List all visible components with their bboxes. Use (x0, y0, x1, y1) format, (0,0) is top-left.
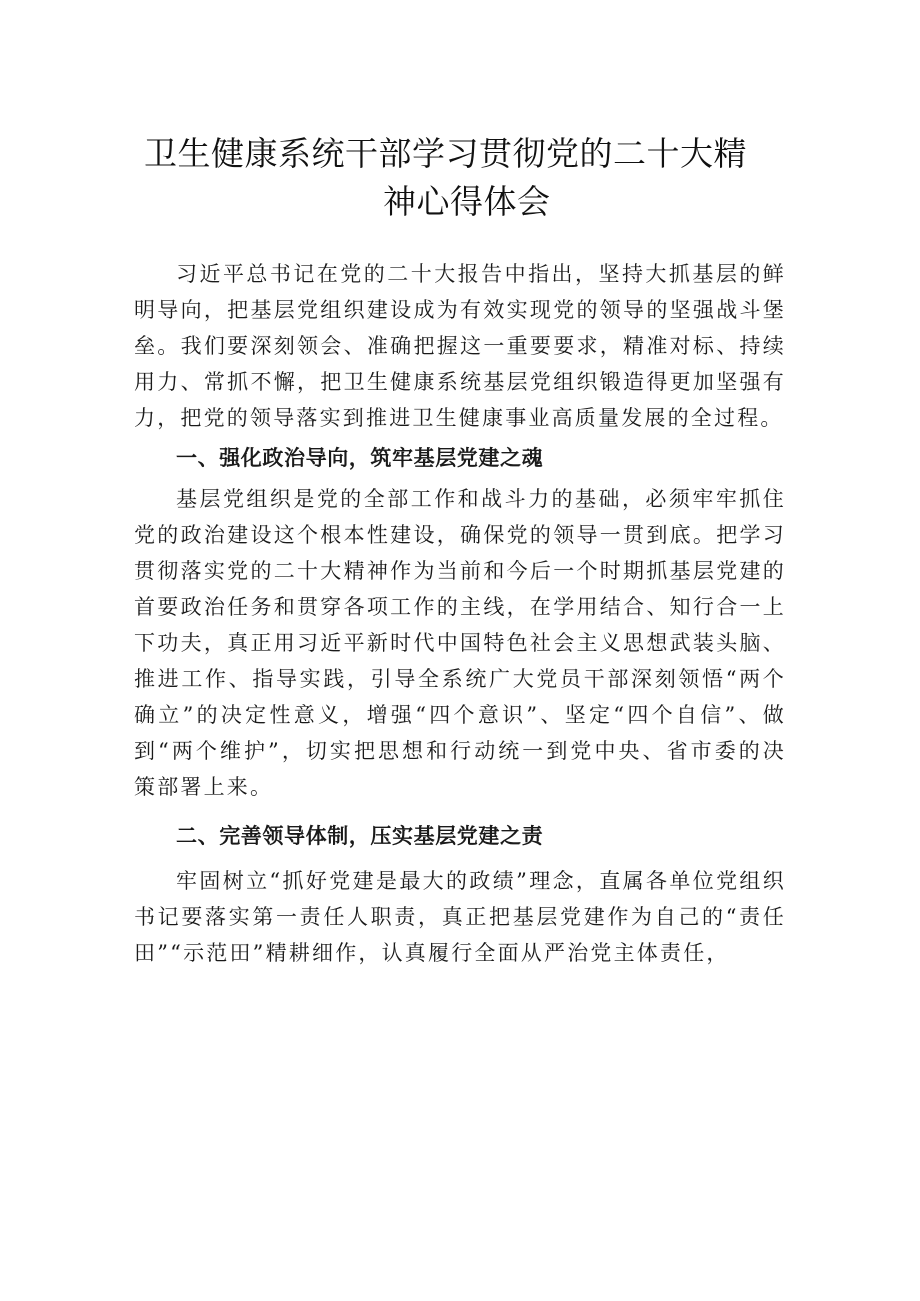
intro-paragraph: 习近平总书记在党的二十大报告中指出，坚持大抓基层的鲜明导向，把基层党组织建设成为有效实现党的领导的坚强战斗堡垒。我们要深刻领会、准确把握这一重要要求，精准对标、持续用力、常抓不懈，把卫生健康系统基层党组织锻造得更加坚强有力，把党的领导落实到推进卫生健康事业高质量发展的全过程。 (134, 262, 786, 431)
document-body (134, 256, 786, 971)
section-2-paragraph: 牢固树立“抓好党建是最大的政绩”理念，直属各单位党组织书记要落实第一责任人职责，真正把基层党建作为自己的“责任田”“示范田”精耕细作，认真履行全面从严治党主体责任， (134, 868, 786, 965)
section-1-paragraph: 基层党组织是党的全部工作和战斗力的基础，必须牢牢抓住党的政治建设这个根本性建设，确保党的领导一贯到底。把学习贯彻落实党的二十大精神作为当前和今后一个时期抓基层党建的首要政治任务和贯穿各项工作的主线，在学用结合、知行合一上下功夫，真正用习近平新时代中国特色社会主义思想武装头脑、推进工作、指导实践，引导全系统广大党员干部深刻领悟“两个确立”的决定性意义，增强“四个意识”、坚定“四个自信”、做到“两个维护”，切实把思想和行动统一到党中央、省市委的决策部署上来。 (134, 486, 786, 800)
section-1-heading: 一、强化政治导向，筑牢基层党建之魂 (176, 446, 544, 471)
title-line-1: 卫生健康系统干部学习贯彻党的二十大精 (144, 134, 747, 173)
title-line-2: 神心得体会 (383, 182, 551, 221)
section-2-heading: 二、完善领导体制，压实基层党建之责 (176, 824, 544, 849)
